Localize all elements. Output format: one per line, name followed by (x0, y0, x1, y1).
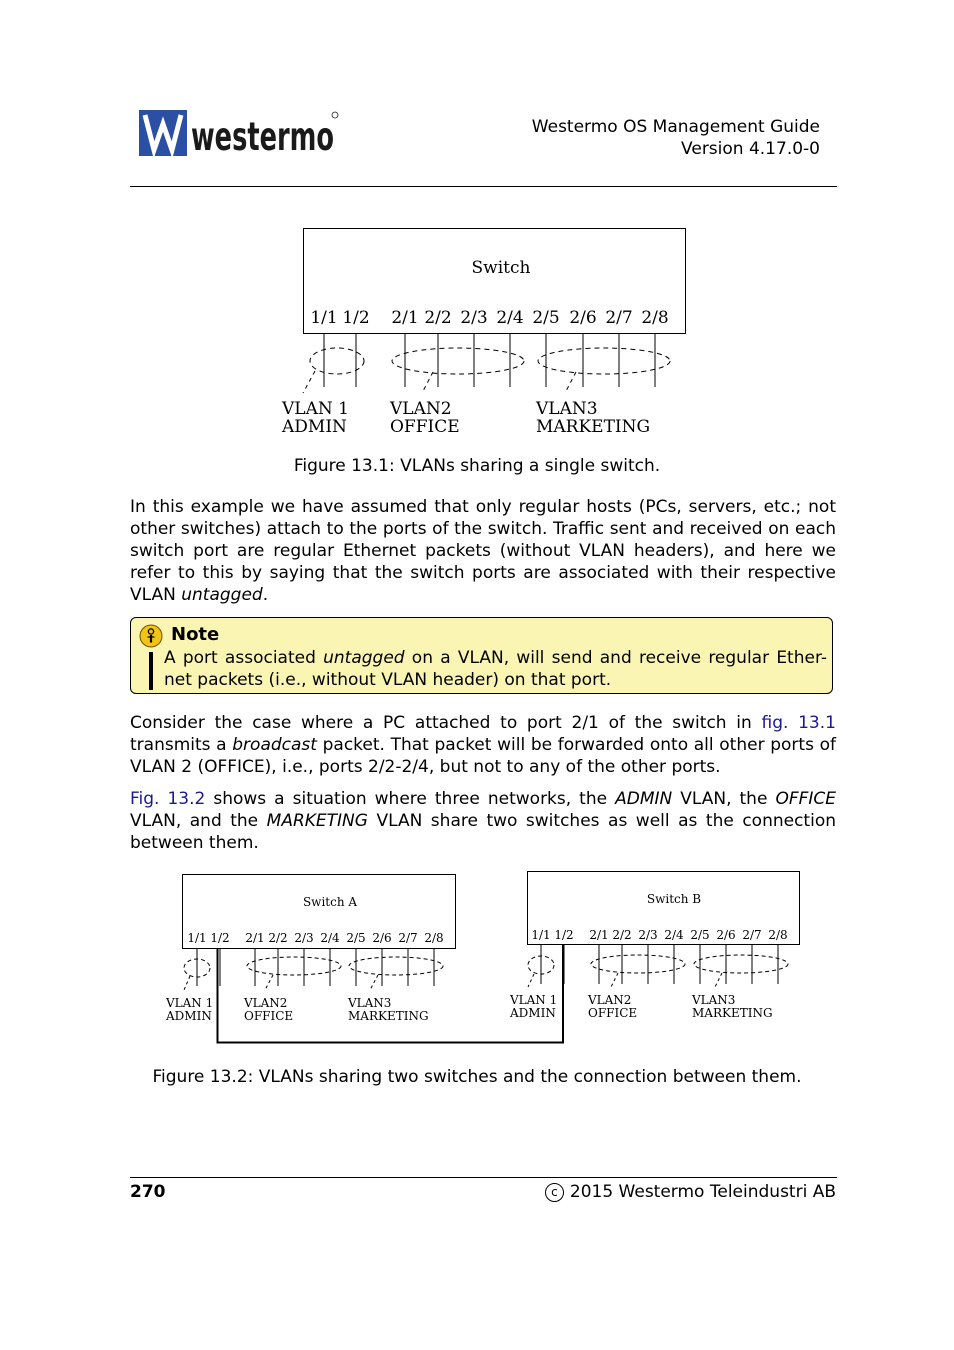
vlan2-desc: OFFICE (390, 417, 460, 437)
copyright-icon: c (545, 1183, 564, 1202)
figure-13-2 (160, 868, 805, 1048)
switch-a-port-label: 2/7 (398, 931, 418, 945)
switch-a-port-label: 1/2 (210, 931, 230, 945)
a-vlan3-name: VLAN3 (348, 996, 392, 1010)
switch-b-port-label: 2/2 (612, 928, 632, 942)
paragraph-broadcast: Consider the case where a PC attached to port 2/1 of the switch in fig. 13.1 transmits a broadcast packet. That packet will be forwarded onto all other ports of VLAN 2 (OFFICE), i.e., ports 2/2-2/4, but not to any of the other ports. (130, 713, 836, 777)
vlan1-desc: ADMIN (282, 417, 347, 437)
switch-b-port-label: 2/8 (768, 928, 788, 942)
switch-b-port-label: 2/5 (690, 928, 710, 942)
b-vlan1-desc: ADMIN (510, 1006, 556, 1020)
switch-port-label: 2/8 (641, 308, 669, 328)
switch-port-label: 2/7 (605, 308, 633, 328)
switch-b-port-label: 1/2 (554, 928, 574, 942)
switch-port-label: 1/1 (310, 308, 338, 328)
switch-port-label: 2/4 (496, 308, 524, 328)
paragraph-untagged: In this example we have assumed that only regular hosts (PCs, servers, etc.; not other switches) attach to the ports of the switch. Traffic sent and received on each switch port are regular Ethernet packets (without VLAN headers), and here we refer to this by saying that the switch ports are associated with their respective VLAN untagged. (130, 497, 836, 605)
switch-a-port-label: 1/1 (187, 931, 207, 945)
switch-a-port-label: 2/4 (320, 931, 340, 945)
header-titles (532, 116, 820, 160)
figure-13-2-link[interactable]: Fig. 13.2 (130, 789, 206, 809)
figure-13-1-caption: Figure 13.1: VLANs sharing a single switch. (293, 456, 661, 476)
switch-b-label: Switch B (646, 892, 702, 906)
paragraph-two-switches: Fig. 13.2 shows a situation where three networks, the ADMIN VLAN, the OFFICE VLAN, and the MARKETING VLAN share two switches as well as the connection between them. (130, 789, 836, 853)
a-vlan3-desc: MARKETING (348, 1009, 429, 1023)
warning-person-icon (139, 624, 163, 648)
switch-a-port-label: 2/3 (294, 931, 314, 945)
figure-13-1-link[interactable]: fig. 13.1 (761, 713, 836, 733)
westermo-logo-icon (139, 110, 339, 158)
page-number: 270 (130, 1182, 166, 1202)
switch-port-label: 1/2 (342, 308, 370, 328)
switch-a-port-label: 2/1 (245, 931, 265, 945)
switch-port-label: 2/3 (460, 308, 488, 328)
switch-a-port-label: 2/2 (268, 931, 288, 945)
switch-port-label: 2/5 (532, 308, 560, 328)
footer-rule (130, 1177, 837, 1178)
vlan2-name: VLAN2 (390, 399, 452, 419)
switch-b-port-label: 2/3 (638, 928, 658, 942)
figure-13-1 (280, 226, 690, 441)
switch-a-port-label: 2/5 (346, 931, 366, 945)
b-vlan3-name: VLAN3 (692, 993, 736, 1007)
copyright: c 2015 Westermo Teleindustri AB (545, 1182, 836, 1202)
b-vlan3-desc: MARKETING (692, 1006, 773, 1020)
vlan1-name: VLAN 1 (282, 399, 349, 419)
switch-a-label: Switch A (302, 895, 358, 909)
vlan3-desc: MARKETING (536, 417, 651, 437)
figure-13-2-caption: Figure 13.2: VLANs sharing two switches and the connection between them. (152, 1067, 802, 1087)
switch-a-port-label: 2/6 (372, 931, 392, 945)
westermo-logo (139, 110, 339, 158)
logo-wordmark: westermo (191, 115, 334, 160)
note-box (130, 617, 833, 694)
switch-b-port-label: 2/7 (742, 928, 762, 942)
vlan3-name: VLAN3 (536, 399, 598, 419)
switch-a-port-label: 2/8 (424, 931, 444, 945)
note-body: A port associated untagged on a VLAN, will send and receive regular Ether-net packets (i.e., without VLAN header) on that port. (164, 648, 827, 690)
b-vlan1-name: VLAN 1 (510, 993, 558, 1007)
switch-b-port-label: 2/4 (664, 928, 684, 942)
a-vlan1-name: VLAN 1 (166, 996, 214, 1010)
switch-b-port-label: 1/1 (531, 928, 551, 942)
switch-port-label: 2/6 (569, 308, 597, 328)
b-vlan2-desc: OFFICE (588, 1006, 638, 1020)
switch-port-label: 2/2 (424, 308, 452, 328)
switch-b-port-label: 2/6 (716, 928, 736, 942)
b-vlan2-name: VLAN2 (588, 993, 632, 1007)
a-vlan2-name: VLAN2 (244, 996, 288, 1010)
note-bar (149, 652, 153, 690)
a-vlan2-desc: OFFICE (244, 1009, 294, 1023)
guide-version: Version 4.17.0-0 (681, 139, 820, 159)
switch-port-label: 2/1 (391, 308, 419, 328)
switch-b-port-label: 2/1 (589, 928, 609, 942)
guide-title: Westermo OS Management Guide (531, 117, 820, 137)
header-rule (130, 186, 837, 187)
a-vlan1-desc: ADMIN (166, 1009, 212, 1023)
switch-label: Switch (471, 258, 531, 278)
note-title: Note (171, 624, 220, 645)
